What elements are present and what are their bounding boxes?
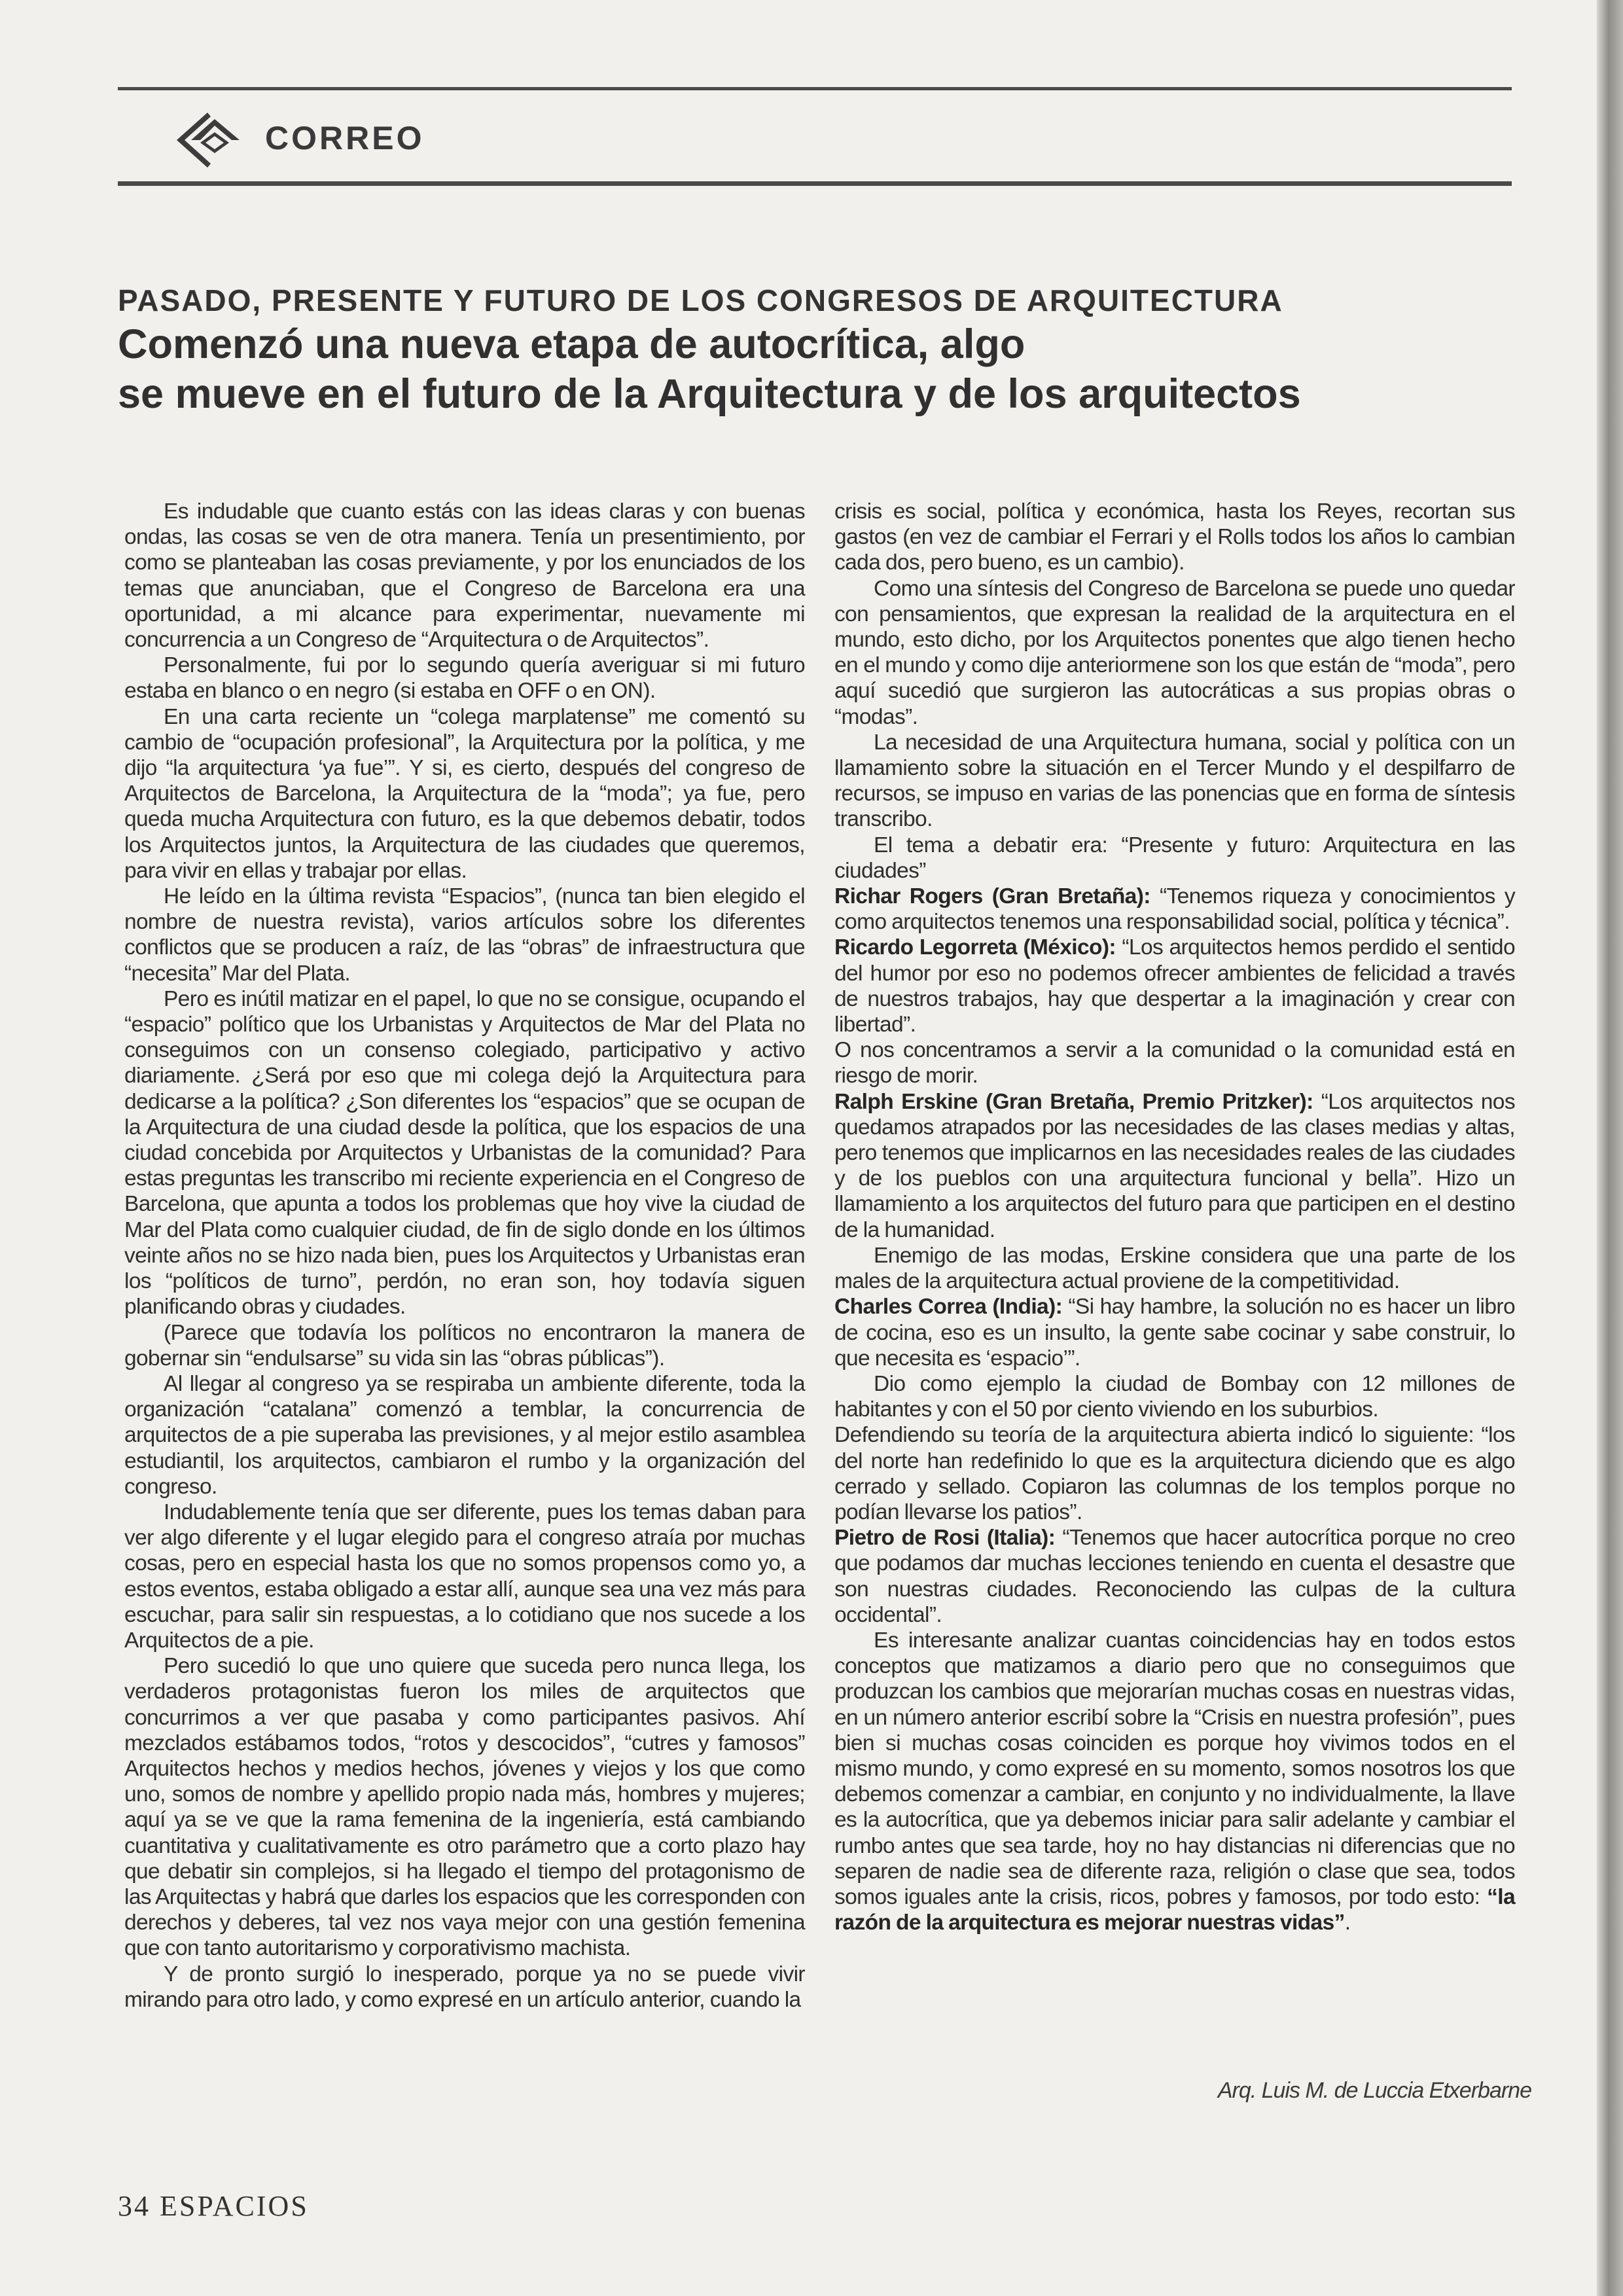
paragraph-text: crisis es social, política y económica, hasta los Reyes, recortan sus gastos (en vez de cambiar el Ferrari y el Rolls todos los años lo cambian cada dos, pero bueno, es un cambio). — [834, 499, 1515, 575]
article-paragraph — [834, 1243, 1515, 1294]
article-column-left — [124, 499, 805, 2013]
article-paragraph — [834, 1422, 1515, 1525]
article-paragraph — [834, 730, 1515, 833]
speaker-quote-paragraph — [834, 884, 1515, 935]
article-paragraph: Al llegar al congreso ya se respiraba un ambiente diferente, toda la organización “catalana” comenzó a temblar, la concurrencia de arquitectos de a pie superaba las previsiones, y al mejor estilo asamblea estudiantil, los arquitectos, cambiaron el rumbo y la organización del congreso. — [124, 1371, 805, 1499]
headline-line-1: Comenzó una nueva etapa de autocrítica, algo — [118, 321, 1026, 367]
speaker-name: Charles Correa (India): — [834, 1295, 1063, 1319]
paragraph-text: “Los arquitectos hemos perdido el sentido del humor por eso no podemos ofrecer ambientes de felicidad a través de nuestros trabajos, hay que despertar a la imaginación y crear con libertad”. — [834, 935, 1515, 1037]
page-number: 34 — [118, 2190, 151, 2222]
paragraph-text: “Si hay hambre, la solución no es hacer un libro de cocina, eso es un insulto, la gente sabe cocinar y sabe construir, lo que necesita es ‘espacio’”. — [834, 1295, 1516, 1371]
headline-line-2: se mueve en el futuro de la Arquitectura y de los arquitectos — [118, 371, 1301, 417]
paragraph-text: Es interesante analizar cuantas coincidencias hay en todos estos conceptos que matizamos a diario pero que no conseguimos que produzcan los cambios que mejorarían muchas cosas en nuestras vidas, en un número anterior escribí sobre la “Crisis en nuestra profesión”, pues bien si muchas cosas coinciden es porque hoy vivimos todos en el mismo mundo, y como expresé en su momento, somos nosotros los que debemos comenzar a cambiar, en conjunto y no individualmente, la llave es la autocrítica, que ya debemos iniciar para salir adelante y cambiar el rumbo antes que sea tarde, hoy no hay distancias ni diferencias que no separen de nadie sea de diferente raza, religión o clase que sea, todos somos iguales ante la crisis, ricos, pobres y famosos, por todo esto: — [834, 1628, 1515, 1909]
speaker-name: Richar Rogers (Gran Bretaña): — [834, 884, 1150, 909]
article-paragraph: He leído en la última revista “Espacios”, (nunca tan bien elegido el nombre de nuestra revista), varios artículos sobre los diferentes conflictos que se producen a raíz, de las “obras” de infraestructura que “necesita” Mar del Plata. — [124, 884, 805, 986]
article-paragraph: Pero sucedió lo que uno quiere que suceda pero nunca llega, los verdaderos protagonistas fueron los miles de arquitectos que concurrimos a ver que pasaba y como participantes pasivos. Ahí mezclados estábamos todos, “rotos y descocidos”, “cutres y famosos” Arquitectos hechos y medios hechos, jóvenes y viejos y los que como uno, somos de nombre y apellido propio nada más, hombres y mujeres; aquí ya se ve que la rama femenina de la ingeniería, está cambiando cuantitativa y cualitativamente es otro parámetro que a corto plazo hay que debatir sin complejos, si ha llegado el tiempo del protagonismo de las Arquitectas y habrá que darles los espacios que les corresponden con derechos y deberes, tal vez nos vaya mejor con una gestión femenina que con tanto autoritarismo y corporativismo machista. — [124, 1654, 805, 1961]
speaker-quote-paragraph — [834, 1525, 1515, 1628]
page-footer — [118, 2189, 309, 2223]
paragraph-text: La necesidad de una Arquitectura humana, social y política con un llamamiento sobre la situación en el Tercer Mundo y el despilfarro de recursos, se impuso en varias de las ponencias que en forma de síntesis transcribo. — [834, 730, 1515, 832]
article-paragraph: Pero es inútil matizar en el papel, lo que no se consigue, ocupando el “espacio” político que los Urbanistas y Arquitectos de Mar del Plata no conseguimos con un consenso colegiado, participativo y activo diariamente. ¿Será por eso que mi colega dejó la Arquitectura para dedicarse a la política? ¿Son diferentes los “espacios” que se ocupan de la Arquitectura de una ciudad desde la política, que los espacios de una ciudad concebida por Arquitectos y Urbanistas de la comunidad? Para estas preguntas les transcribo mi reciente experiencia en el Congreso de Barcelona, que apunta a todos los problemas que hoy vive la ciudad de Mar del Plata como cualquier ciudad, de fin de siglo donde en los últimos veinte años no se hizo nada bien, pues los Arquitectos y Urbanistas eran los “políticos de turno”, perdón, no eran son, hoy todavía siguen planificando obras y ciudades. — [124, 986, 805, 1319]
article-paragraph — [834, 576, 1515, 730]
header-rule-bottom — [118, 181, 1512, 186]
paragraph-text: “Tenemos riqueza y conocimientos y como arquitectos tenemos una responsabilidad social, política y técnica”. — [834, 884, 1515, 935]
closing-period: . — [1344, 1910, 1351, 1935]
article-paragraph: Es indudable que cuanto estás con las ideas claras y con buenas ondas, las cosas se ven de otra manera. Tenía un presentimiento, por como se planteaban las cosas previamente, y por los enunciados de los temas que anunciaban, que el Congreso de Barcelona era una oportunidad, a mi alcance para experimentar, nuevamente mi concurrencia a un Congreso de “Arquitectura o de Arquitectos”. — [124, 499, 805, 653]
article-paragraph: Y de pronto surgió lo inesperado, porque ya no se puede vivir mirando para otro lado, y como expresé en un artículo anterior, cuando la — [124, 1962, 805, 2012]
article-headline — [118, 319, 1525, 419]
article-paragraph: En una carta reciente un “colega marplatense” me comentó su cambio de “ocupación profesional”, la Arquitectura por la política, y me dijo “la arquitectura ‘ya fue’”. Y si, es cierto, después del congreso de Arquitectos de Barcelona, la Arquitectura de la “moda”; ya fue, pero queda mucha Arquitectura con futuro, es la que debemos debatir, todos los Arquitectos juntos, la Arquitectura de las ciudades que queremos, para vivir en ellas y trabajar por ellas. — [124, 704, 805, 883]
correo-logo-icon — [171, 110, 243, 170]
article-paragraph: Indudablemente tenía que ser diferente, pues los temas daban para ver algo diferente y el lugar elegido para el congreso atraía por muchas cosas, pero en especial hasta los que no somos propensos como yo, a estos eventos, estaba obligado a estar allí, aunque sea una vez más para escuchar, para salir sin respuestas, a lo cotidiano que nos sucede a los Arquitectos de a pie. — [124, 1499, 805, 1653]
paragraph-text: El tema a debatir era: “Presente y futuro: Arquitectura en las ciudades” — [834, 833, 1515, 883]
speaker-name: Ralph Erskine (Gran Bretaña, Premio Pritzker): — [834, 1089, 1313, 1114]
speaker-name: Pietro de Rosi (Italia): — [834, 1526, 1056, 1551]
paragraph-text: Enemigo de las modas, Erskine considera que una parte de los males de la arquitectura actual proviene de la competitividad. — [834, 1243, 1515, 1294]
paragraph-text: “Tenemos que hacer autocrítica porque no creo que podamos dar muchas lecciones teniendo en cuenta el desastre que son nuestras ciudades. Reconociendo las culpas de la cultura occidental”. — [834, 1526, 1515, 1627]
article-paragraph — [834, 1371, 1515, 1422]
article-paragraph: (Parece que todavía los políticos no encontraron la manera de gobernar sin “endulsarse” su vida sin las “obras públicas”). — [124, 1320, 805, 1371]
article-kicker: PASADO, PRESENTE Y FUTURO DE LOS CONGRESOS DE ARQUITECTURA — [118, 283, 1283, 317]
article-paragraph — [834, 1628, 1515, 1935]
article-paragraph — [834, 1037, 1515, 1088]
paragraph-text: O nos concentramos a servir a la comunidad o la comunidad está en riesgo de morir. — [834, 1038, 1515, 1088]
paragraph-text: “Los arquitectos nos quedamos atrapados por las necesidades de las clases medias y altas, pero tenemos que implicarnos en las necesidades reales de las ciudades y de los pueblos con una arquitectura funcional y bella”. Hizo un llamamiento a los arquitectos del futuro para que participen en el destino de la humanidad. — [834, 1089, 1515, 1242]
speaker-quote-paragraph — [834, 1294, 1515, 1371]
speaker-quote-paragraph — [834, 1089, 1515, 1243]
author-signature: Arq. Luis M. de Luccia Etxerbarne — [1217, 2078, 1531, 2103]
section-label: CORREO — [265, 120, 425, 156]
header-rule-top — [118, 87, 1512, 90]
closing-quote: “la razón de la arquitectura es mejorar nuestras vidas” — [834, 1884, 1515, 1935]
paragraph-text: Dio como ejemplo la ciudad de Bombay con 12 millones de habitantes y con el 50 por ciento viviendo en los suburbios. — [834, 1371, 1515, 1422]
speaker-name: Ricardo Legorreta (México): — [834, 935, 1116, 960]
paragraph-text: Como una síntesis del Congreso de Barcelona se puede uno quedar con pensamientos, que expresan la realidad de la arquitectura en el mundo, esto dicho, por los Arquitectos ponentes que algo tienen hecho en el mundo y como dije anteriormene son los que están de “moda”, pero aquí sucedió que surgieron las autocráticas a sus propias obras o “modas”. — [834, 576, 1515, 729]
article-paragraph: Personalmente, fui por lo segundo quería averiguar si mi futuro estaba en blanco o en negro (si estaba en OFF o en ON). — [124, 653, 805, 704]
article-paragraph — [834, 499, 1515, 576]
paragraph-text: Defendiendo su teoría de la arquitectura abierta indicó lo siguiente: “los del norte han redefinido lo que es la arquitectura diciendo que es algo cerrado y sellado. Copiaron las columnas de los templos porque no podían llevarse los patios”. — [834, 1423, 1515, 1524]
article-column-right — [834, 499, 1515, 1935]
page-edge-shadow — [1597, 0, 1623, 2296]
speaker-quote-paragraph — [834, 935, 1515, 1037]
article-paragraph — [834, 833, 1515, 884]
publication-name: ESPACIOS — [160, 2190, 309, 2222]
